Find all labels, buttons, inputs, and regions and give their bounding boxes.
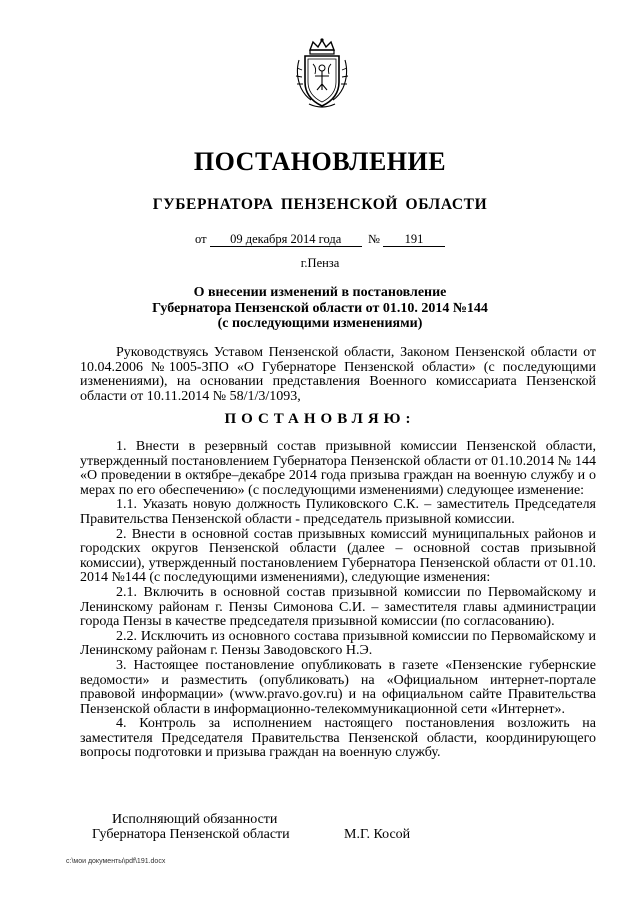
signature-position-line1: Исполняющий обязанности — [112, 812, 278, 827]
document-number: 191 — [383, 232, 445, 247]
coat-of-arms-icon — [293, 38, 351, 110]
decree-item: 3. Настоящее постановление опубликовать в газете «Пензенские губернские ведомости» и разместить (опубликовать) на «Официальном интернет-портале правовой информации» (www.pravo.gov.ru) и на официальном сайте Правительства Пензенской области в информационно-телекоммуникационной сети «Интернет». — [80, 657, 596, 717]
document-issuer: ГУБЕРНАТОРА ПЕНЗЕНСКОЙ ОБЛАСТИ — [152, 196, 488, 213]
intro-paragraph: Руководствуясь Уставом Пензенской области, Законом Пензенской области от 10.04.2006 №1005-ЗПО «О Губернаторе Пензенской области» (с последующими изменениями), на основании представления Военного комиссариата Пензенской области от 10.11.2014 № 58/1/3/1093, — [80, 345, 596, 404]
decree-items — [80, 440, 596, 761]
decree-word: ПОСТАНОВЛЯЮ: — [224, 411, 416, 427]
decree-item: 1. Внести в резервный состав призывной комиссии Пензенской области, утвержденный постановлением Губернатора Пензенской области от 01.10.2014 № 144 «О проведении в октябре–декабре 2014 года призыва граждан на военную службу и о мерах по его обеспечению» (с последующими изменениями) следующее изменение: — [80, 439, 596, 498]
heading-line: О внесении изменений в постановление — [193, 285, 447, 300]
file-path-footer: c:\мои документы\pdf\191.docx — [66, 858, 166, 865]
number-sign: № — [367, 232, 380, 246]
signatory-name: М.Г. Косой — [344, 827, 411, 842]
date-number-line — [0, 232, 640, 247]
heading-line: Губернатора Пензенской области от 01.10. 2014 №144 — [152, 300, 488, 316]
decree-item: 4. Контроль за исполнением настоящего постановления возложить на заместителя Председателя Правительства Пензенской области, координирующего вопросы подготовки и призыва граждан на военную службу. — [80, 716, 596, 761]
signature-position-line2: Губернатора Пензенской области — [92, 827, 290, 842]
document-city: г.Пенза — [300, 256, 340, 270]
decree-item: 2.1. Включить в основной состав призывной комиссии по Первомайскому и Ленинскому районам г. Пензы Симонова С.И. – заместителя главы администрации города Пензы в качестве председателя призывной комиссии (по согласованию). — [80, 584, 596, 630]
document-title: ПОСТАНОВЛЕНИЕ — [193, 147, 447, 176]
heading-line: (с последующими изменениями) — [217, 316, 423, 331]
document-heading — [0, 285, 640, 332]
decree-item: 1.1. Указать новую должность Пуликовского С.К. – заместитель Председателя Правительства Пензенской области - председатель призывной комиссии. — [80, 497, 596, 527]
document-date: 09 декабря 2014 года — [210, 232, 362, 247]
decree-item: 2.2. Исключить из основного состава призывной комиссии по Первомайскому и Ленинскому районам г. Пензы Заводовского Н.Э. — [80, 628, 596, 659]
date-prefix: от — [195, 232, 207, 246]
decree-item: 2. Внести в основной состав призывных комиссий муниципальных районов и городских округов Пензенской области (далее – основной состав призывной комиссии), утвержденный постановлением Губернатора Пензенской области от 01.10. 2014 №144 (с последующими изменениями), следующие изменения: — [80, 526, 596, 586]
